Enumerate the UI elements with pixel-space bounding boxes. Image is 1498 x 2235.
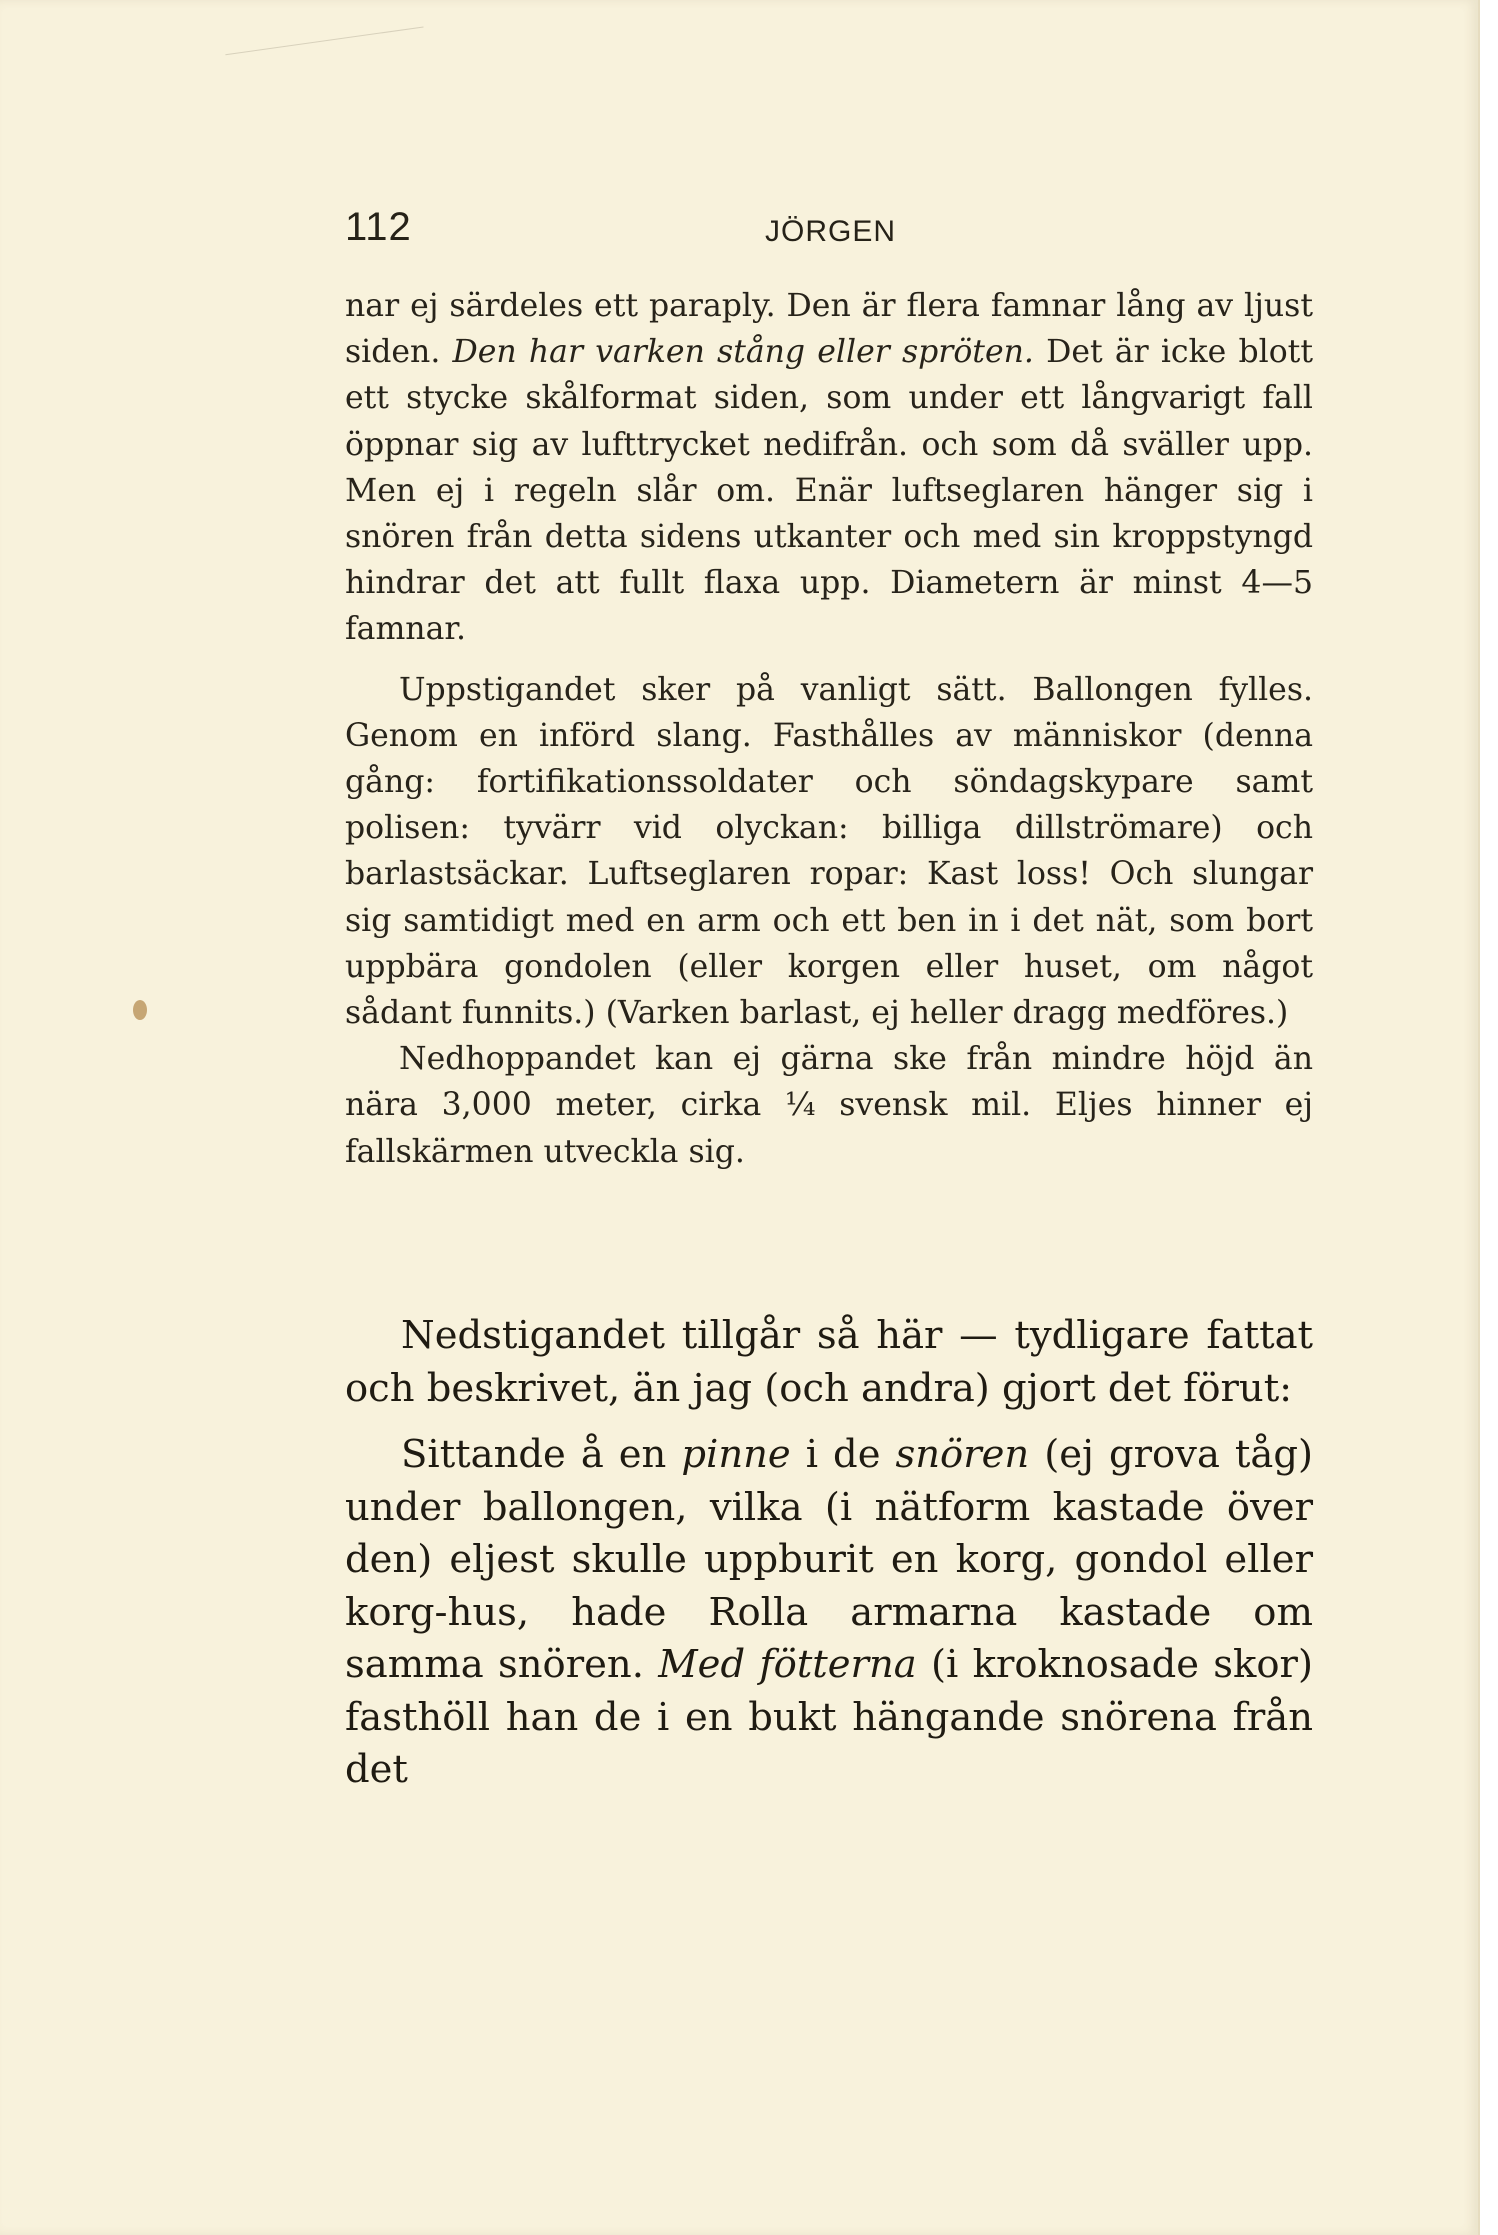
foxing-spot: [133, 1000, 147, 1020]
text-run-italic: snören: [895, 1432, 1030, 1477]
body-text-large: [345, 1310, 1313, 1797]
running-title: JÖRGEN: [765, 215, 897, 248]
text-run: Nedhoppandet kan ej gärna ske från mindre höjd än nära 3,000 meter, cirka ¼ svensk mil. Eljes hinner ej fallskärmen utveckla sig.: [345, 1041, 1313, 1170]
text-run: (i kroknosade skor) fasthöll han de i en bukt hängande snörena från det: [345, 1642, 1313, 1792]
pencil-mark: [225, 26, 434, 134]
text-run: Sittande å en: [401, 1432, 682, 1477]
paragraph: [345, 667, 1313, 1037]
page-number: 112: [345, 205, 412, 249]
paragraph: [345, 283, 1313, 653]
paragraph: [345, 1310, 1313, 1415]
text-run-italic: Med fötterna: [658, 1642, 917, 1687]
running-head: [345, 205, 1315, 265]
text-run-italic: pinne: [681, 1432, 791, 1477]
text-run-italic: Den har varken stång eller spröten.: [452, 334, 1034, 371]
paragraph: [345, 1036, 1313, 1175]
text-run: i de: [790, 1432, 896, 1477]
paragraph: [345, 1429, 1313, 1797]
text-run: nar ej särdeles ett paraply. Den är flera famnar lång av ljust siden.: [345, 288, 1313, 371]
body-text-small: [345, 283, 1313, 1175]
text-run: Det är icke blott ett stycke skålformat siden, som under ett långvarigt fall öppnar sig av lufttrycket nedifrån. och som då sväller upp. Men ej i regeln slår om. Enär luftseglaren hänger sig i snören från detta sidens utkanter och med sin kroppstyngd hindrar det att fullt flaxa upp. Diametern är minst 4—5 famnar.: [345, 334, 1313, 648]
text-run: Uppstigandet sker på vanligt sätt. Ballongen fylles. Genom en införd slang. Fasthålles av människor (denna gång: fortifikationssoldater och söndagskypare samt polisen: tyvärr vid olyckan: billiga dillströmare) och barlastsäckar. Luftseglaren ropar: Kast loss! Och slungar sig samtidigt med en arm och ett ben in i det nät, som bort uppbära gondolen (eller korgen eller huset, om något sådant funnits.) (Varken barlast, ej heller dragg medföres.): [345, 671, 1313, 1032]
text-run: (ej grova tåg) under ballongen, vilka (i nätform kastade över den) eljest skulle uppburit en korg, gondol eller korg-hus, hade Rolla armarna kastade om samma snören.: [345, 1432, 1313, 1687]
text-run: Nedstigandet tillgår så här — tydligare fattat och beskrivet, än jag (och andra) gjort det förut:: [345, 1313, 1313, 1411]
